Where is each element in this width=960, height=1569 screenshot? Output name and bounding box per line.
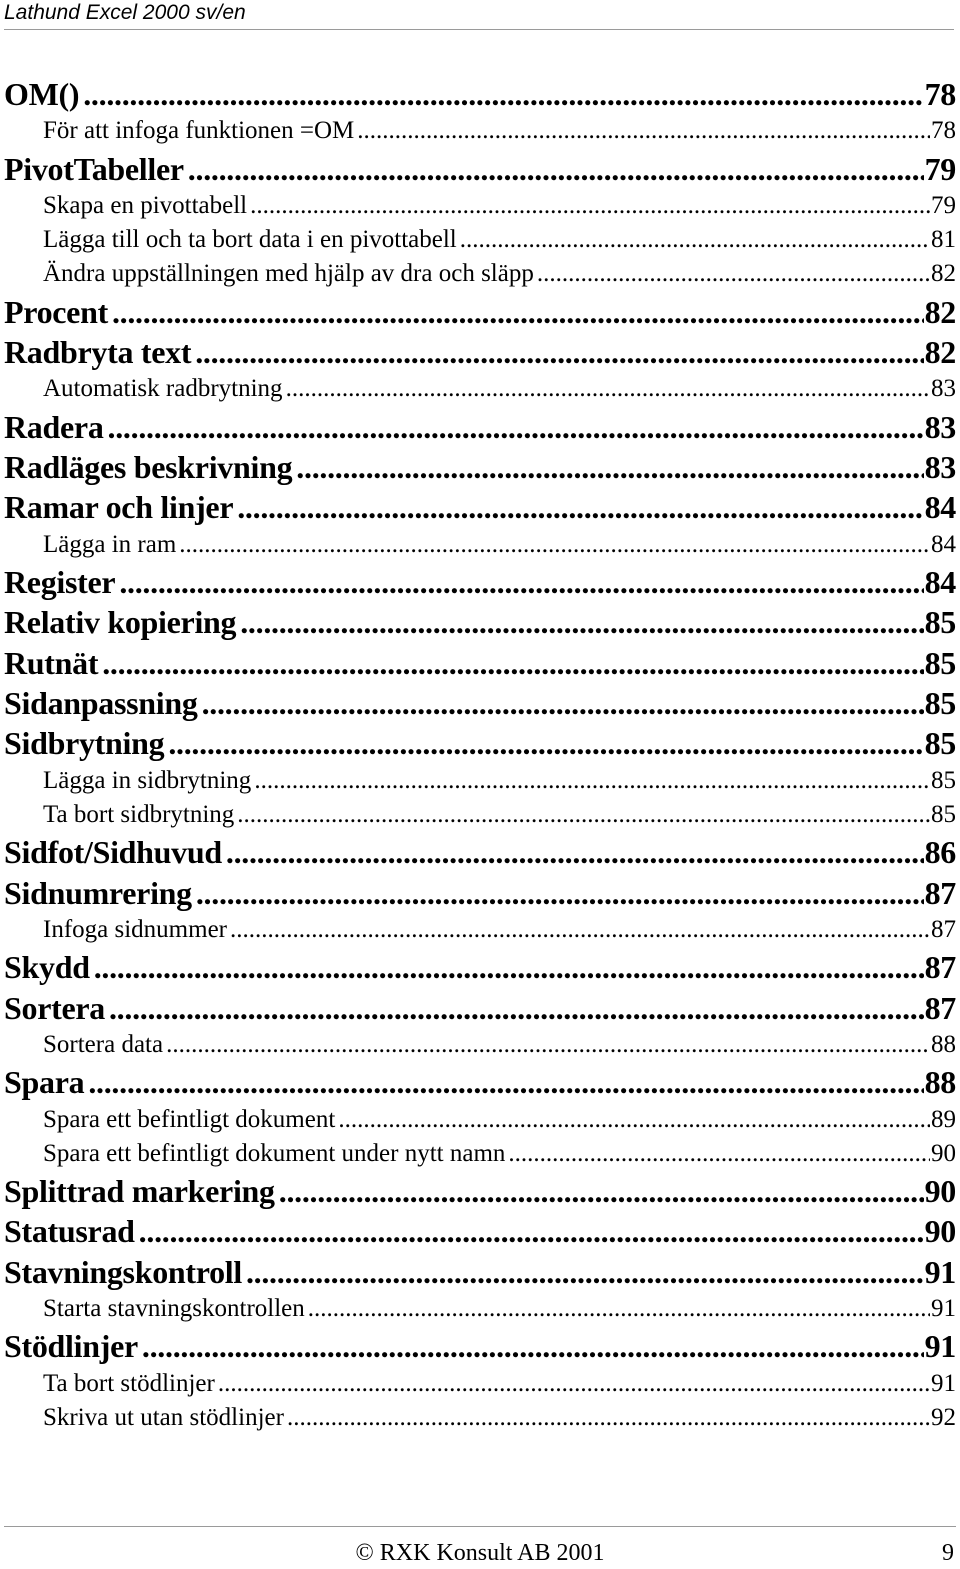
toc-entry-label: Sortera data	[43, 1030, 164, 1058]
toc-dot-leader	[279, 1171, 924, 1211]
toc-dot-leader	[508, 1137, 930, 1171]
toc-entry-page-number: 90	[924, 1213, 956, 1250]
toc-entry-page-number: 78	[931, 117, 956, 145]
toc-entry-page-number: 84	[931, 530, 956, 558]
toc-entry-label: Register	[4, 563, 116, 600]
toc-entry-page-number: 87	[924, 989, 956, 1026]
toc-entry-label: Stödlinjer	[4, 1328, 138, 1365]
toc-entry-label: Splittrad markering	[4, 1172, 275, 1209]
toc-entry-label: Spara ett befintligt dokument	[43, 1105, 336, 1133]
toc-entry-heading[interactable]	[4, 74, 956, 114]
toc-entry-subheading[interactable]	[4, 1028, 956, 1062]
toc-entry-heading[interactable]	[4, 1062, 956, 1102]
toc-entry-page-number: 88	[931, 1030, 956, 1058]
toc-entry-page-number: 82	[924, 333, 956, 370]
toc-entry-page-number: 91	[924, 1328, 956, 1365]
toc-dot-leader	[296, 447, 923, 487]
toc-dot-leader	[286, 372, 930, 406]
toc-entry-page-number: 82	[931, 260, 956, 288]
toc-dot-leader	[108, 407, 924, 447]
toc-entry-label: Spara ett befintligt dokument under nytt namn	[43, 1139, 506, 1167]
toc-entry-subheading[interactable]	[4, 1367, 956, 1401]
toc-dot-leader	[179, 528, 930, 562]
toc-entry-label: Ta bort stödlinjer	[43, 1369, 215, 1397]
toc-entry-label: Sidnumrering	[4, 874, 192, 911]
toc-entry-label: Sidfot/Sidhuvud	[4, 834, 222, 871]
toc-entry-subheading[interactable]	[4, 372, 956, 406]
toc-entry-label: Statusrad	[4, 1213, 135, 1250]
toc-entry-label: Ramar och linjer	[4, 489, 234, 526]
toc-entry-heading[interactable]	[4, 447, 956, 487]
table-of-contents	[4, 74, 956, 1435]
toc-entry-label: Radera	[4, 408, 104, 445]
toc-entry-subheading[interactable]	[4, 223, 956, 257]
toc-entry-subheading[interactable]	[4, 764, 956, 798]
toc-entry-label: Rutnät	[4, 644, 99, 681]
toc-entry-heading[interactable]	[4, 988, 956, 1028]
toc-entry-subheading[interactable]	[4, 114, 956, 148]
toc-dot-leader	[195, 332, 923, 372]
toc-entry-page-number: 90	[924, 1172, 956, 1209]
toc-entry-heading[interactable]	[4, 1211, 956, 1251]
toc-entry-page-number: 92	[931, 1403, 956, 1431]
toc-entry-subheading[interactable]	[4, 913, 956, 947]
toc-entry-subheading[interactable]	[4, 798, 956, 832]
toc-entry-label: Relativ kopiering	[4, 604, 237, 641]
toc-entry-heading[interactable]	[4, 643, 956, 683]
toc-entry-page-number: 81	[931, 226, 956, 254]
toc-entry-subheading[interactable]	[4, 528, 956, 562]
toc-entry-label: Sortera	[4, 989, 105, 1026]
toc-dot-leader	[254, 764, 930, 798]
toc-entry-page-number: 85	[931, 801, 956, 828]
toc-entry-label: Radläges beskrivning	[4, 448, 293, 485]
toc-dot-leader	[240, 602, 923, 642]
toc-dot-leader	[88, 1062, 923, 1102]
toc-entry-heading[interactable]	[4, 602, 956, 642]
toc-entry-page-number: 91	[931, 1369, 956, 1397]
toc-dot-leader	[83, 74, 923, 114]
toc-entry-page-number: 87	[924, 949, 956, 986]
toc-entry-heading[interactable]	[4, 1252, 956, 1292]
toc-entry-subheading[interactable]	[4, 189, 956, 223]
footer-divider	[4, 1526, 956, 1527]
toc-entry-page-number: 82	[924, 293, 956, 330]
footer-page-number: 9	[942, 1540, 954, 1566]
toc-entry-page-number: 90	[931, 1139, 956, 1167]
toc-dot-leader	[94, 947, 924, 987]
toc-entry-page-number: 86	[924, 834, 956, 871]
toc-entry-heading[interactable]	[4, 562, 956, 602]
toc-entry-page-number: 84	[924, 489, 956, 526]
toc-entry-heading[interactable]	[4, 487, 956, 527]
toc-entry-page-number: 79	[931, 191, 956, 219]
toc-dot-leader	[168, 723, 923, 763]
toc-entry-heading[interactable]	[4, 332, 956, 372]
toc-entry-page-number: 88	[924, 1064, 956, 1101]
toc-entry-page-number: 91	[931, 1295, 956, 1323]
toc-entry-page-number: 83	[931, 375, 956, 403]
toc-entry-subheading[interactable]	[4, 1137, 956, 1171]
toc-entry-label: Procent	[4, 293, 108, 330]
toc-entry-page-number: 83	[924, 448, 956, 485]
toc-dot-leader	[537, 257, 930, 291]
toc-entry-page-number: 85	[924, 725, 956, 762]
toc-entry-page-number: 79	[924, 150, 956, 187]
toc-dot-leader	[287, 1401, 930, 1435]
toc-entry-label: Skriva ut utan stödlinjer	[43, 1403, 284, 1431]
toc-entry-page-number: 87	[931, 915, 956, 943]
toc-entry-label: Ändra uppställningen med hjälp av dra och släpp	[43, 260, 534, 288]
toc-entry-page-number: 83	[924, 408, 956, 445]
toc-entry-label: Sidanpassning	[4, 685, 198, 722]
toc-entry-label: Sidbrytning	[4, 725, 165, 762]
toc-entry-heading[interactable]	[4, 723, 956, 763]
toc-dot-leader	[142, 1326, 924, 1366]
toc-dot-leader	[188, 149, 924, 189]
toc-dot-leader	[119, 562, 923, 602]
toc-entry-label: Stavningskontroll	[4, 1253, 242, 1290]
toc-entry-label: Lägga till och ta bort data i en pivottabell	[43, 226, 457, 254]
toc-entry-page-number: 91	[924, 1253, 956, 1290]
toc-entry-label: OM()	[4, 76, 80, 112]
toc-entry-page-number: 89	[931, 1105, 956, 1133]
toc-entry-label: Radbryta text	[4, 333, 192, 370]
toc-entry-page-number: 84	[924, 563, 956, 600]
toc-entry-heading[interactable]	[4, 407, 956, 447]
toc-entry-page-number: 78	[924, 76, 956, 112]
toc-dot-leader	[166, 1028, 930, 1062]
toc-entry-label: Infoga sidnummer	[43, 915, 227, 943]
toc-entry-label: Spara	[4, 1064, 85, 1101]
toc-entry-label: Lägga in ram	[43, 530, 177, 558]
toc-dot-leader	[196, 873, 924, 913]
toc-dot-leader	[460, 223, 930, 257]
toc-entry-label: Starta stavningskontrollen	[43, 1295, 305, 1323]
toc-entry-subheading[interactable]	[4, 257, 956, 291]
toc-entry-label: PivotTabeller	[4, 150, 184, 187]
toc-entry-page-number: 85	[924, 644, 956, 681]
toc-dot-leader	[102, 643, 923, 683]
running-header	[4, 0, 954, 30]
toc-entry-heading[interactable]	[4, 832, 956, 872]
toc-entry-label: Automatisk radbrytning	[43, 375, 283, 403]
toc-dot-leader	[250, 189, 930, 223]
toc-dot-leader	[237, 487, 923, 527]
toc-dot-leader	[237, 798, 930, 832]
toc-entry-label: Skydd	[4, 949, 90, 986]
toc-entry-label: Skapa en pivottabell	[43, 191, 248, 219]
footer-copyright: © RXK Konsult AB 2001	[355, 1540, 605, 1566]
toc-dot-leader	[139, 1211, 924, 1251]
toc-dot-leader	[112, 292, 924, 332]
toc-dot-leader	[357, 114, 930, 148]
toc-entry-page-number: 87	[924, 874, 956, 911]
toc-entry-heading[interactable]	[4, 873, 956, 913]
toc-dot-leader	[230, 913, 930, 947]
toc-entry-heading[interactable]	[4, 149, 956, 189]
toc-entry-heading[interactable]	[4, 947, 956, 987]
toc-dot-leader	[308, 1292, 930, 1326]
toc-dot-leader	[338, 1103, 930, 1137]
toc-entry-heading[interactable]	[4, 1326, 956, 1366]
toc-dot-leader	[109, 988, 924, 1028]
toc-entry-subheading[interactable]	[4, 1103, 956, 1137]
toc-dot-leader	[202, 683, 924, 723]
toc-entry-subheading[interactable]	[4, 1292, 956, 1326]
toc-entry-heading[interactable]	[4, 1171, 956, 1211]
toc-entry-heading[interactable]	[4, 683, 956, 723]
toc-entry-heading[interactable]	[4, 292, 956, 332]
toc-entry-label: Lägga in sidbrytning	[43, 766, 252, 794]
toc-dot-leader	[246, 1252, 924, 1292]
toc-entry-page-number: 85	[924, 685, 956, 722]
toc-entry-label: För att infoga funktionen =OM	[43, 117, 355, 145]
toc-entry-label: Ta bort sidbrytning	[43, 801, 235, 828]
toc-entry-page-number: 85	[924, 604, 956, 641]
toc-dot-leader	[226, 832, 924, 872]
running-header-title: Lathund Excel 2000 sv/en	[4, 1, 246, 24]
toc-entry-subheading[interactable]	[4, 1401, 956, 1435]
toc-dot-leader	[218, 1367, 930, 1401]
toc-entry-page-number: 85	[931, 766, 956, 794]
